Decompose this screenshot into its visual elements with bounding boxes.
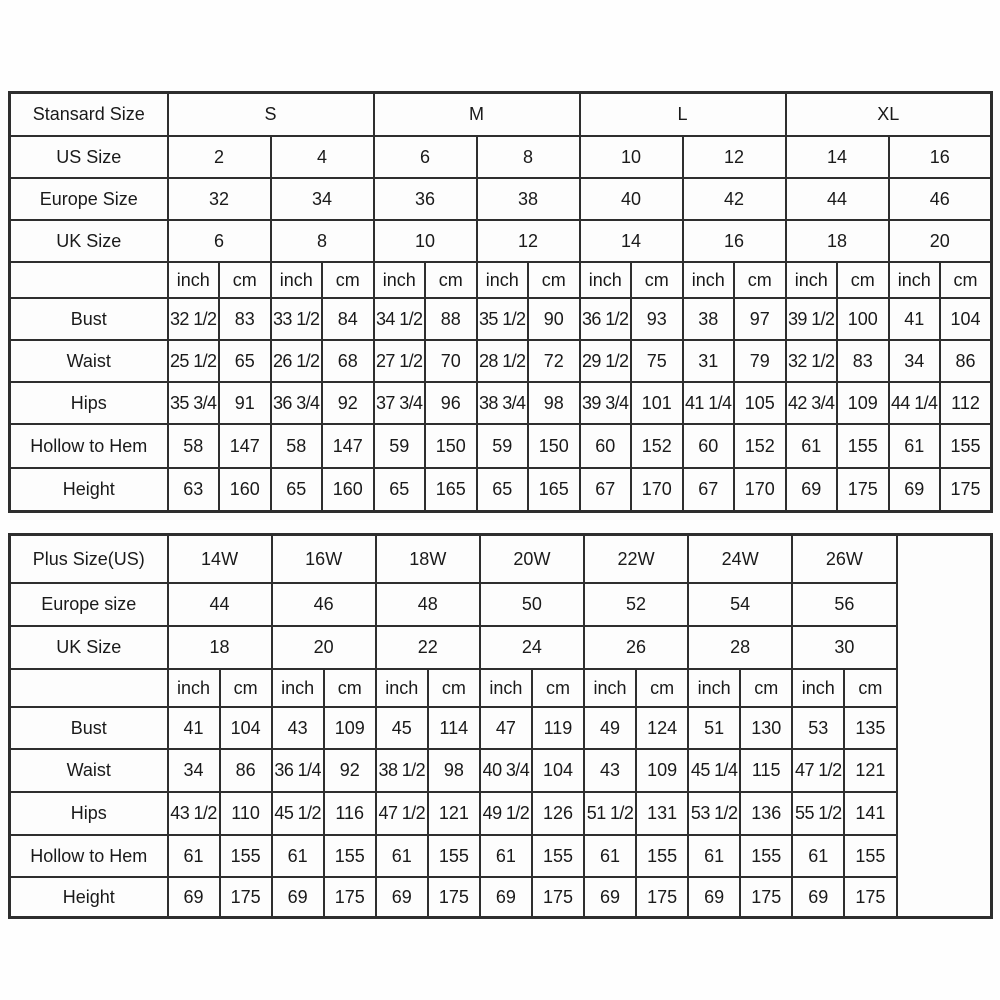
unit-cell: inch — [889, 262, 941, 298]
size-cell: 12 — [477, 220, 580, 262]
measurement-cell: 69 — [792, 877, 844, 918]
measurement-cell: 67 — [580, 468, 632, 512]
unit-cell: inch — [168, 669, 220, 707]
table-row — [10, 626, 992, 669]
table-row — [10, 178, 992, 220]
size-group-header: 16W — [272, 535, 376, 583]
unit-cell: cm — [425, 262, 477, 298]
measurement-cell: 47 — [480, 707, 532, 749]
measurement-cell: 65 — [477, 468, 529, 512]
unit-cell: inch — [786, 262, 838, 298]
measurement-cell: 45 1/4 — [688, 749, 740, 792]
table-row — [10, 583, 992, 626]
measurement-cell: 61 — [480, 835, 532, 877]
measurement-cell: 150 — [425, 424, 477, 468]
measurement-cell: 126 — [532, 792, 584, 835]
measurement-cell: 175 — [532, 877, 584, 918]
measurement-cell: 155 — [837, 424, 889, 468]
measurement-cell: 37 3/4 — [374, 382, 426, 424]
size-cell: 12 — [683, 136, 786, 178]
size-cell: 18 — [168, 626, 272, 669]
measurement-cell: 32 1/2 — [786, 340, 838, 382]
table-row — [10, 707, 992, 749]
measurement-cell: 160 — [219, 468, 271, 512]
measurement-cell: 98 — [528, 382, 580, 424]
size-group-header: 14W — [168, 535, 272, 583]
size-cell: 10 — [374, 220, 477, 262]
size-cell: 36 — [374, 178, 477, 220]
empty-cell — [897, 535, 992, 918]
measurement-cell: 28 1/2 — [477, 340, 529, 382]
size-cell: 52 — [584, 583, 688, 626]
size-cell: 20 — [889, 220, 992, 262]
measurement-cell: 34 — [889, 340, 941, 382]
measurement-cell: 39 3/4 — [580, 382, 632, 424]
unit-cell: inch — [480, 669, 532, 707]
measurement-cell: 31 — [683, 340, 735, 382]
unit-cell: cm — [532, 669, 584, 707]
measurement-cell: 100 — [837, 298, 889, 340]
measurement-cell: 124 — [636, 707, 688, 749]
measurement-cell: 114 — [428, 707, 480, 749]
unit-row-label-spacer — [10, 669, 168, 707]
measurement-cell: 165 — [528, 468, 580, 512]
table-row — [10, 136, 992, 178]
measurement-cell: 45 1/2 — [272, 792, 324, 835]
measurement-cell: 175 — [740, 877, 792, 918]
table-row — [10, 340, 992, 382]
measurement-cell: 61 — [168, 835, 220, 877]
measurement-cell: 59 — [477, 424, 529, 468]
unit-cell: cm — [940, 262, 992, 298]
measurement-cell: 88 — [425, 298, 477, 340]
unit-cell: cm — [219, 262, 271, 298]
row-label: Hips — [10, 382, 168, 424]
measurement-cell: 40 3/4 — [480, 749, 532, 792]
unit-cell: cm — [636, 669, 688, 707]
measurement-cell: 55 1/2 — [792, 792, 844, 835]
size-group-header: 18W — [376, 535, 480, 583]
measurement-cell: 35 1/2 — [477, 298, 529, 340]
measurement-cell: 155 — [532, 835, 584, 877]
measurement-cell: 29 1/2 — [580, 340, 632, 382]
measurement-cell: 61 — [272, 835, 324, 877]
measurement-cell: 69 — [889, 468, 941, 512]
row-label: Hips — [10, 792, 168, 835]
measurement-cell: 109 — [636, 749, 688, 792]
measurement-cell: 141 — [844, 792, 896, 835]
measurement-cell: 136 — [740, 792, 792, 835]
size-cell: 28 — [688, 626, 792, 669]
measurement-cell: 152 — [631, 424, 683, 468]
unit-cell: inch — [168, 262, 220, 298]
measurement-cell: 121 — [428, 792, 480, 835]
measurement-cell: 41 — [889, 298, 941, 340]
measurement-cell: 175 — [837, 468, 889, 512]
measurement-cell: 96 — [425, 382, 477, 424]
measurement-cell: 79 — [734, 340, 786, 382]
measurement-cell: 109 — [324, 707, 376, 749]
table-row — [10, 877, 992, 918]
measurement-cell: 83 — [837, 340, 889, 382]
table-row — [10, 382, 992, 424]
measurement-cell: 160 — [322, 468, 374, 512]
unit-cell: cm — [220, 669, 272, 707]
measurement-cell: 38 — [683, 298, 735, 340]
size-cell: 6 — [168, 220, 271, 262]
measurement-cell: 61 — [786, 424, 838, 468]
measurement-cell: 47 1/2 — [376, 792, 428, 835]
measurement-cell: 130 — [740, 707, 792, 749]
measurement-cell: 25 1/2 — [168, 340, 220, 382]
measurement-cell: 33 1/2 — [271, 298, 323, 340]
measurement-cell: 92 — [324, 749, 376, 792]
measurement-cell: 121 — [844, 749, 896, 792]
measurement-cell: 101 — [631, 382, 683, 424]
measurement-cell: 43 — [584, 749, 636, 792]
table-row — [10, 93, 992, 136]
measurement-cell: 175 — [220, 877, 272, 918]
table-row — [10, 220, 992, 262]
measurement-cell: 86 — [940, 340, 992, 382]
measurement-cell: 69 — [272, 877, 324, 918]
size-cell: 8 — [477, 136, 580, 178]
measurement-cell: 60 — [683, 424, 735, 468]
plus-size-table — [8, 533, 993, 919]
measurement-cell: 39 1/2 — [786, 298, 838, 340]
unit-cell: cm — [740, 669, 792, 707]
unit-cell: inch — [580, 262, 632, 298]
row-label: Bust — [10, 298, 168, 340]
size-group-header: L — [580, 93, 786, 136]
size-cell: 44 — [168, 583, 272, 626]
size-group-header: 20W — [480, 535, 584, 583]
size-cell: 14 — [580, 220, 683, 262]
unit-cell: cm — [528, 262, 580, 298]
measurement-cell: 36 1/4 — [272, 749, 324, 792]
size-cell: 42 — [683, 178, 786, 220]
size-cell: 48 — [376, 583, 480, 626]
measurement-cell: 98 — [428, 749, 480, 792]
size-cell: 32 — [168, 178, 271, 220]
size-cell: 56 — [792, 583, 896, 626]
measurement-cell: 51 — [688, 707, 740, 749]
size-cell: 2 — [168, 136, 271, 178]
unit-cell: inch — [376, 669, 428, 707]
table-row — [10, 792, 992, 835]
measurement-cell: 44 1/4 — [889, 382, 941, 424]
unit-cell: cm — [837, 262, 889, 298]
measurement-cell: 131 — [636, 792, 688, 835]
measurement-cell: 49 — [584, 707, 636, 749]
measurement-cell: 84 — [322, 298, 374, 340]
measurement-cell: 26 1/2 — [271, 340, 323, 382]
table-row — [10, 468, 992, 512]
measurement-cell: 65 — [374, 468, 426, 512]
size-cell: 14 — [786, 136, 889, 178]
size-cell: 20 — [272, 626, 376, 669]
measurement-cell: 91 — [219, 382, 271, 424]
size-group-header: S — [168, 93, 374, 136]
size-cell: 18 — [786, 220, 889, 262]
size-cell: 16 — [889, 136, 992, 178]
measurement-cell: 47 1/2 — [792, 749, 844, 792]
size-group-header: XL — [786, 93, 992, 136]
measurement-cell: 175 — [636, 877, 688, 918]
measurement-cell: 155 — [740, 835, 792, 877]
unit-cell: inch — [792, 669, 844, 707]
size-cell: 4 — [271, 136, 374, 178]
measurement-cell: 53 1/2 — [688, 792, 740, 835]
size-cell: 30 — [792, 626, 896, 669]
row-label: Height — [10, 877, 168, 918]
standard-size-header-label: Stansard Size — [10, 93, 168, 136]
unit-cell: inch — [374, 262, 426, 298]
measurement-cell: 61 — [688, 835, 740, 877]
measurement-cell: 119 — [532, 707, 584, 749]
unit-cell: cm — [631, 262, 683, 298]
table-row — [10, 298, 992, 340]
measurement-cell: 116 — [324, 792, 376, 835]
standard-size-table — [8, 91, 993, 513]
row-label: US Size — [10, 136, 168, 178]
measurement-cell: 147 — [219, 424, 271, 468]
measurement-cell: 152 — [734, 424, 786, 468]
measurement-cell: 61 — [584, 835, 636, 877]
measurement-cell: 70 — [425, 340, 477, 382]
measurement-cell: 147 — [322, 424, 374, 468]
size-cell: 22 — [376, 626, 480, 669]
measurement-cell: 170 — [734, 468, 786, 512]
measurement-cell: 69 — [584, 877, 636, 918]
unit-cell: inch — [477, 262, 529, 298]
measurement-cell: 36 1/2 — [580, 298, 632, 340]
measurement-cell: 83 — [219, 298, 271, 340]
size-cell: 50 — [480, 583, 584, 626]
table-row — [10, 749, 992, 792]
unit-cell: inch — [272, 669, 324, 707]
measurement-cell: 97 — [734, 298, 786, 340]
row-label: Waist — [10, 749, 168, 792]
measurement-cell: 104 — [220, 707, 272, 749]
measurement-cell: 27 1/2 — [374, 340, 426, 382]
size-cell: 46 — [889, 178, 992, 220]
plus-size-header-label: Plus Size(US) — [10, 535, 168, 583]
measurement-cell: 155 — [940, 424, 992, 468]
measurement-cell: 67 — [683, 468, 735, 512]
size-cell: 38 — [477, 178, 580, 220]
size-group-header: 22W — [584, 535, 688, 583]
measurement-cell: 115 — [740, 749, 792, 792]
measurement-cell: 69 — [786, 468, 838, 512]
measurement-cell: 58 — [271, 424, 323, 468]
row-label: Bust — [10, 707, 168, 749]
measurement-cell: 43 — [272, 707, 324, 749]
row-label: Hollow to Hem — [10, 424, 168, 468]
size-cell: 6 — [374, 136, 477, 178]
measurement-cell: 112 — [940, 382, 992, 424]
measurement-cell: 41 — [168, 707, 220, 749]
measurement-cell: 65 — [271, 468, 323, 512]
table-row — [10, 262, 992, 298]
measurement-cell: 60 — [580, 424, 632, 468]
measurement-cell: 175 — [940, 468, 992, 512]
measurement-cell: 155 — [428, 835, 480, 877]
measurement-cell: 41 1/4 — [683, 382, 735, 424]
size-cell: 8 — [271, 220, 374, 262]
measurement-cell: 51 1/2 — [584, 792, 636, 835]
measurement-cell: 69 — [168, 877, 220, 918]
measurement-cell: 170 — [631, 468, 683, 512]
size-cell: 24 — [480, 626, 584, 669]
size-cell: 34 — [271, 178, 374, 220]
measurement-cell: 43 1/2 — [168, 792, 220, 835]
unit-cell: cm — [844, 669, 896, 707]
row-label: Europe size — [10, 583, 168, 626]
size-cell: 46 — [272, 583, 376, 626]
size-cell: 26 — [584, 626, 688, 669]
table-row — [10, 535, 992, 583]
unit-cell: cm — [734, 262, 786, 298]
measurement-cell: 63 — [168, 468, 220, 512]
measurement-cell: 175 — [324, 877, 376, 918]
size-group-header: 26W — [792, 535, 896, 583]
row-label: Height — [10, 468, 168, 512]
measurement-cell: 104 — [940, 298, 992, 340]
measurement-cell: 61 — [376, 835, 428, 877]
measurement-cell: 59 — [374, 424, 426, 468]
table-row — [10, 424, 992, 468]
measurement-cell: 35 3/4 — [168, 382, 220, 424]
size-cell: 44 — [786, 178, 889, 220]
measurement-cell: 104 — [532, 749, 584, 792]
unit-cell: inch — [584, 669, 636, 707]
measurement-cell: 155 — [220, 835, 272, 877]
measurement-cell: 155 — [844, 835, 896, 877]
measurement-cell: 155 — [324, 835, 376, 877]
row-label: Waist — [10, 340, 168, 382]
measurement-cell: 86 — [220, 749, 272, 792]
measurement-cell: 38 3/4 — [477, 382, 529, 424]
row-label: Hollow to Hem — [10, 835, 168, 877]
measurement-cell: 42 3/4 — [786, 382, 838, 424]
measurement-cell: 72 — [528, 340, 580, 382]
measurement-cell: 93 — [631, 298, 683, 340]
unit-cell: cm — [428, 669, 480, 707]
measurement-cell: 155 — [636, 835, 688, 877]
measurement-cell: 150 — [528, 424, 580, 468]
measurement-cell: 45 — [376, 707, 428, 749]
measurement-cell: 69 — [480, 877, 532, 918]
measurement-cell: 32 1/2 — [168, 298, 220, 340]
measurement-cell: 90 — [528, 298, 580, 340]
size-group-header: 24W — [688, 535, 792, 583]
size-group-header: M — [374, 93, 580, 136]
measurement-cell: 68 — [322, 340, 374, 382]
measurement-cell: 69 — [376, 877, 428, 918]
unit-cell: cm — [322, 262, 374, 298]
measurement-cell: 65 — [219, 340, 271, 382]
table-row — [10, 835, 992, 877]
row-label: UK Size — [10, 220, 168, 262]
table-row — [10, 669, 992, 707]
size-cell: 10 — [580, 136, 683, 178]
measurement-cell: 175 — [428, 877, 480, 918]
measurement-cell: 61 — [792, 835, 844, 877]
measurement-cell: 38 1/2 — [376, 749, 428, 792]
unit-cell: inch — [688, 669, 740, 707]
measurement-cell: 49 1/2 — [480, 792, 532, 835]
row-label: Europe Size — [10, 178, 168, 220]
unit-cell: inch — [683, 262, 735, 298]
measurement-cell: 75 — [631, 340, 683, 382]
measurement-cell: 58 — [168, 424, 220, 468]
measurement-cell: 36 3/4 — [271, 382, 323, 424]
measurement-cell: 135 — [844, 707, 896, 749]
measurement-cell: 105 — [734, 382, 786, 424]
measurement-cell: 110 — [220, 792, 272, 835]
size-cell: 54 — [688, 583, 792, 626]
unit-cell: cm — [324, 669, 376, 707]
measurement-cell: 109 — [837, 382, 889, 424]
measurement-cell: 165 — [425, 468, 477, 512]
measurement-cell: 175 — [844, 877, 896, 918]
measurement-cell: 34 1/2 — [374, 298, 426, 340]
unit-cell: inch — [271, 262, 323, 298]
measurement-cell: 69 — [688, 877, 740, 918]
size-cell: 16 — [683, 220, 786, 262]
measurement-cell: 34 — [168, 749, 220, 792]
unit-row-label-spacer — [10, 262, 168, 298]
measurement-cell: 92 — [322, 382, 374, 424]
row-label: UK Size — [10, 626, 168, 669]
measurement-cell: 53 — [792, 707, 844, 749]
size-cell: 40 — [580, 178, 683, 220]
measurement-cell: 61 — [889, 424, 941, 468]
